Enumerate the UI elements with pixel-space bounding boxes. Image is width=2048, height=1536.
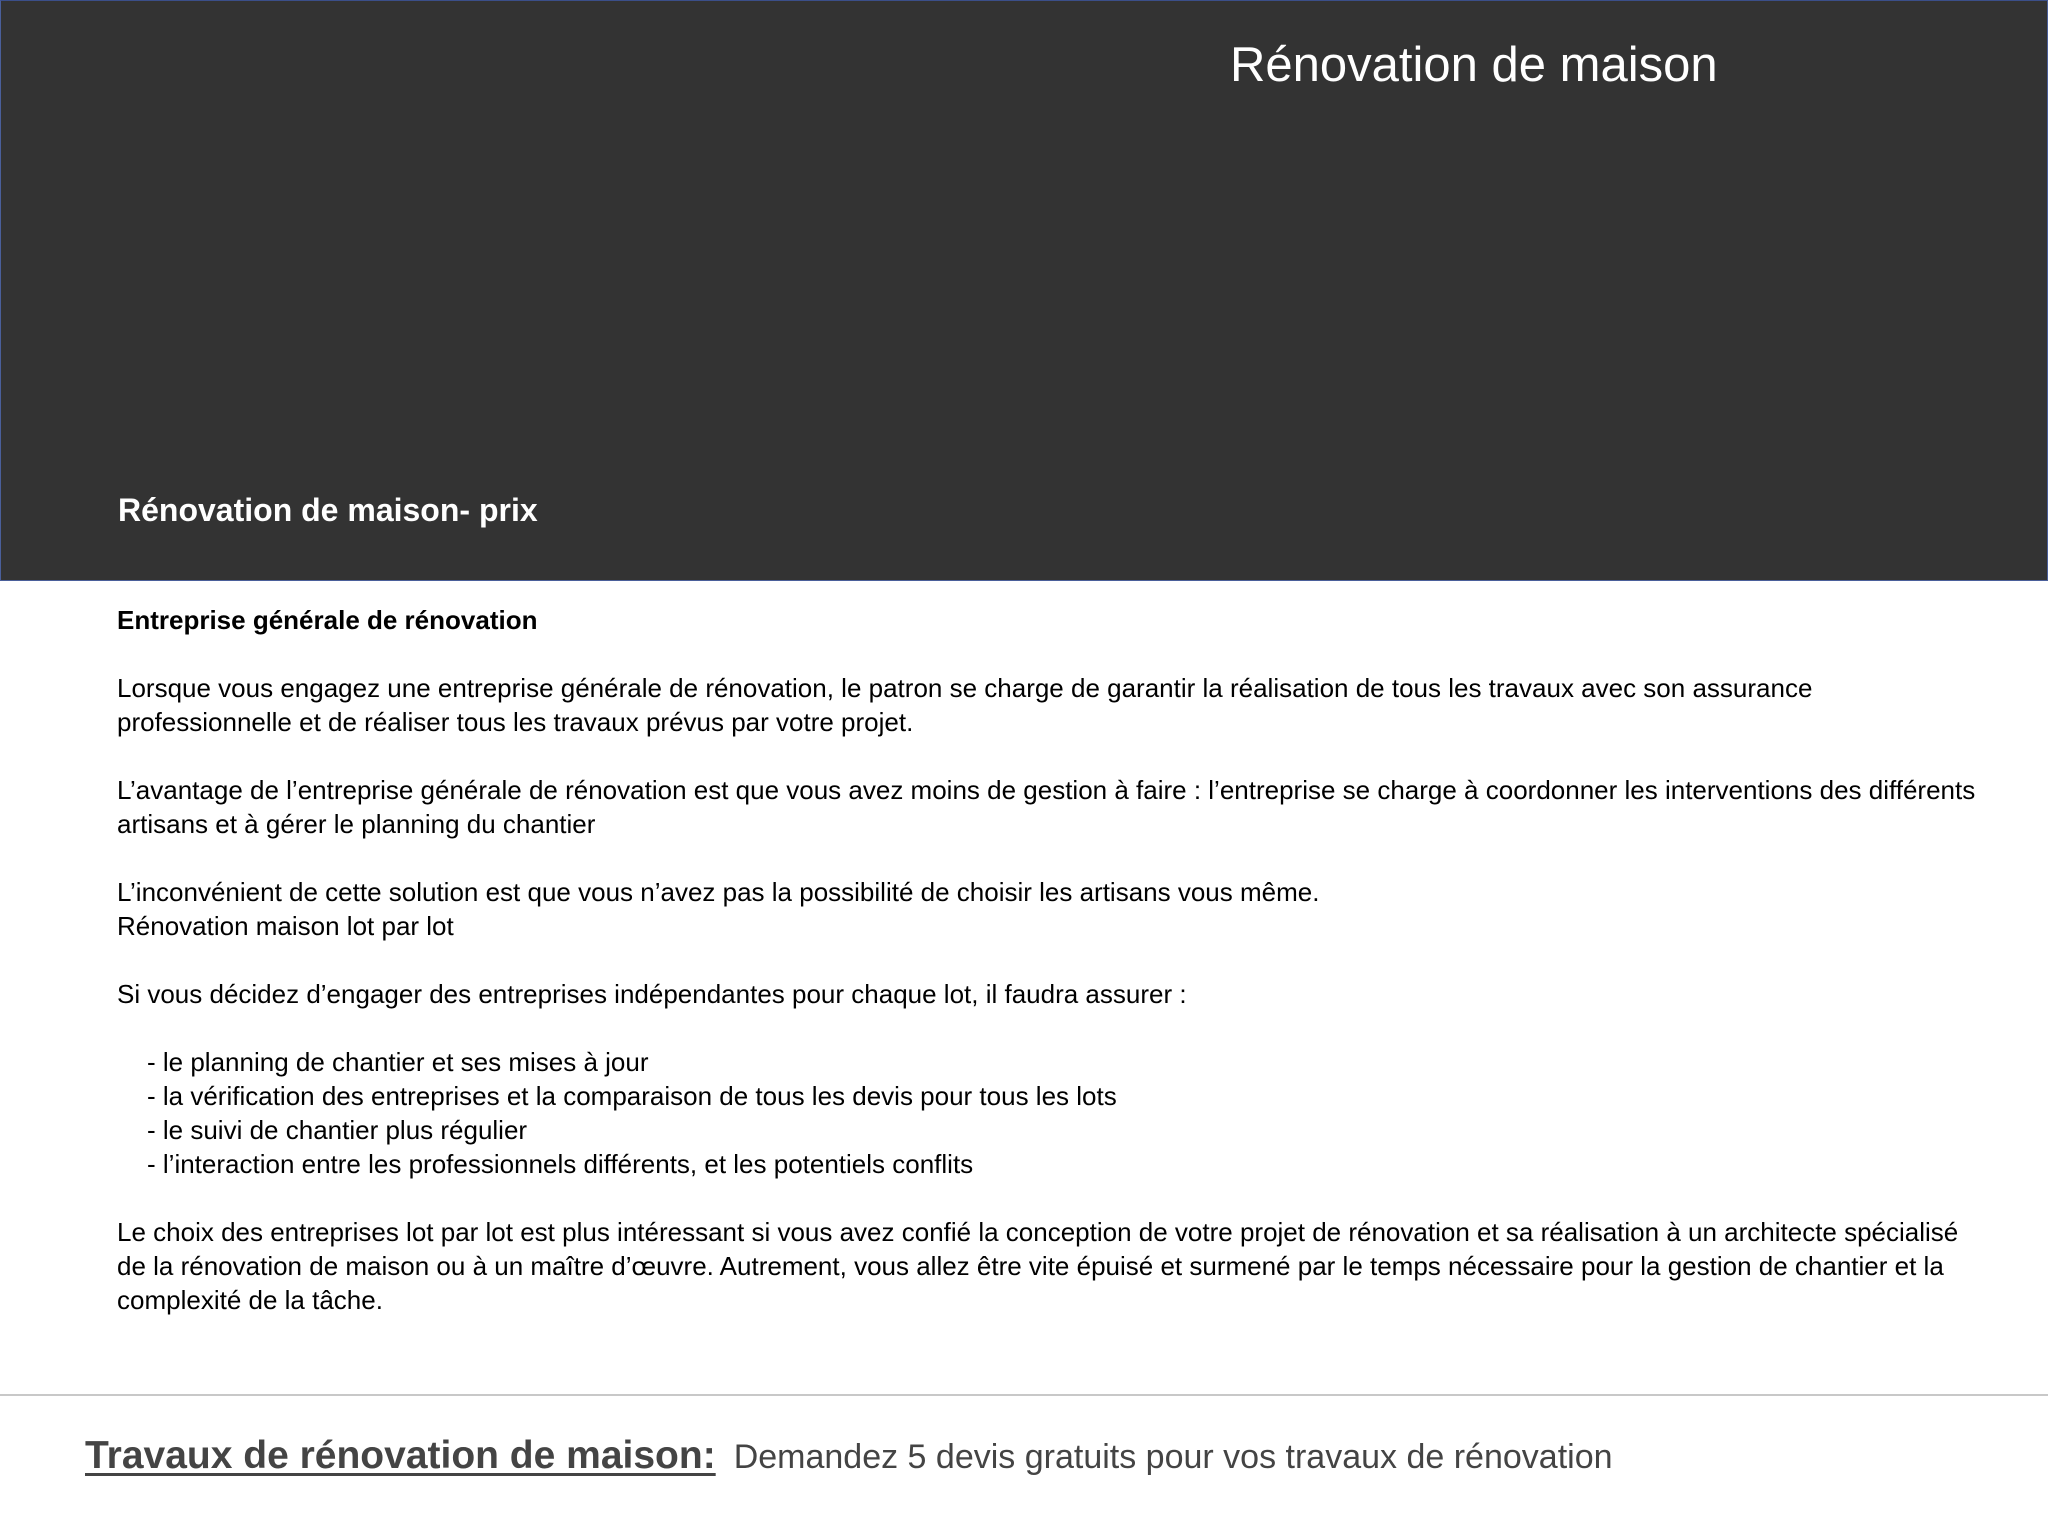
paragraph-3b: Rénovation maison lot par lot (117, 911, 454, 941)
paragraph-5: Le choix des entreprises lot par lot est plus intéressant si vous avez confié la conception de votre projet de rénovation et sa réalisation à un architecte spécialisé de la rénovation de maison ou à un maître d’œuvre. Autrement, vous allez être vite épuisé et surmené par le temps nécessaire pour la gestion de chantier et la complexité de la tâche. (117, 1217, 1959, 1315)
cta-link[interactable]: Travaux de rénovation de maison: (85, 1434, 716, 1477)
article-body (117, 603, 1977, 1317)
list-item: - l’interaction entre les professionnels différents, et les potentiels conflits (147, 1147, 1977, 1181)
cta-banner (85, 1432, 1613, 1481)
list-item: - la vérification des entreprises et la comparaison de tous les devis pour tous les lots (147, 1079, 1977, 1113)
hero-banner (0, 0, 2048, 581)
paragraph-1: Lorsque vous engagez une entreprise générale de rénovation, le patron se charge de garantir la réalisation de tous les travaux avec son assurance professionnelle et de réaliser tous les travaux prévus par votre projet. (117, 673, 1813, 737)
page-subtitle: Rénovation de maison- prix (118, 492, 538, 528)
paragraph-2: L’avantage de l’entreprise générale de rénovation est que vous avez moins de gestion à faire : l’entreprise se charge à coordonner les interventions des différents artisans et à gérer le planning du chantier (117, 775, 1976, 839)
cta-text: Demandez 5 devis gratuits pour vos travaux de rénovation (733, 1438, 1613, 1476)
page-title: Rénovation de maison (1230, 38, 1718, 92)
paragraph-4: Si vous décidez d’engager des entreprises indépendantes pour chaque lot, il faudra assurer : (117, 979, 1187, 1009)
section-heading: Entreprise générale de rénovation (117, 605, 538, 635)
list-item: - le planning de chantier et ses mises à jour (147, 1045, 1977, 1079)
requirements-list (117, 1045, 1977, 1181)
divider (0, 1394, 2048, 1396)
list-item: - le suivi de chantier plus régulier (147, 1113, 1977, 1147)
paragraph-3: L’inconvénient de cette solution est que vous n’avez pas la possibilité de choisir les artisans vous même. (117, 877, 1320, 907)
